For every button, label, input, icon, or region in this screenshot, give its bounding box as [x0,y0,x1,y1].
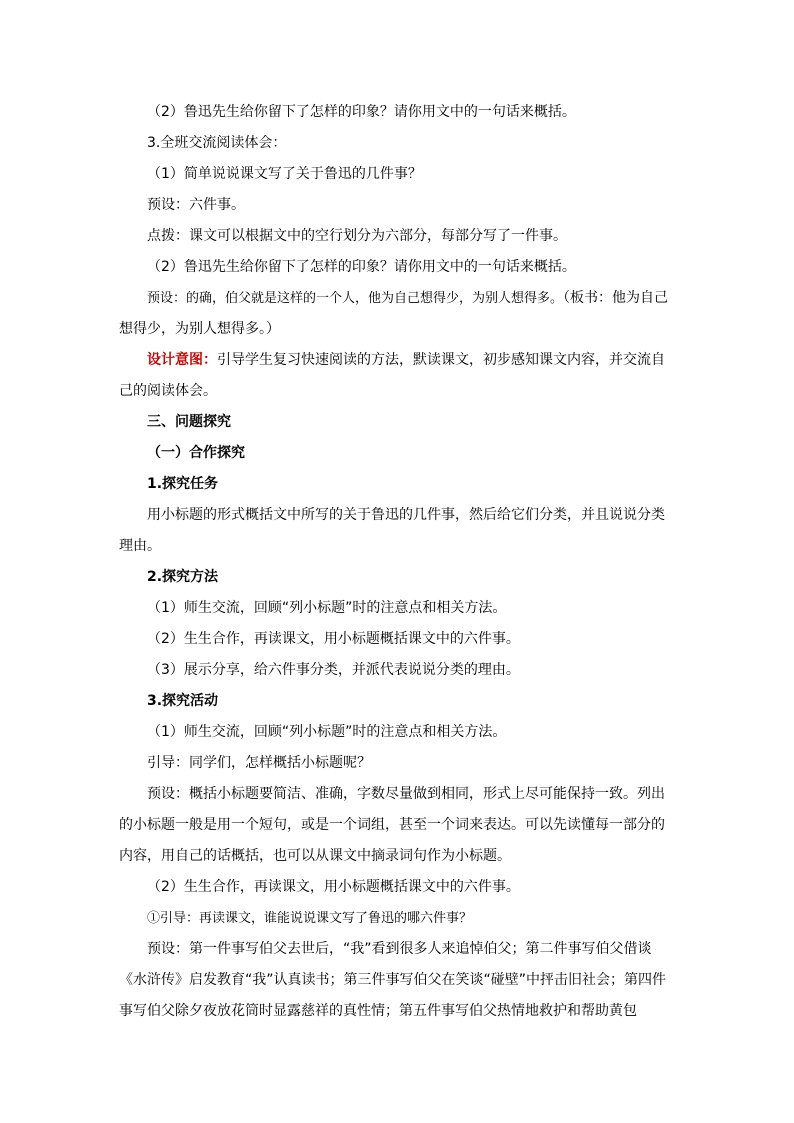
preset-answer-text: 预设：的确，伯父就是这样的一个人，他为自己想得少，为别人想得多。 [147,291,564,306]
paragraph-preset: 预设：六件事。 [147,197,245,213]
subsection-heading: （一）合作探究 [147,445,245,461]
heading-task: 1.探究任务 [147,476,219,492]
paragraph-method-1: （1）师生交流，回顾“列小标题”时的注意点和相关方法。 [147,600,507,616]
paragraph-guide: 引导：同学们，怎样概括小标题呢？ [147,755,371,771]
paragraph-preset-answer [119,283,671,345]
paragraph-question-2-repeat: （2）鲁迅先生给你留下了怎样的印象？请你用文中的一句话来概括。 [147,259,576,275]
paragraph-question-2: （2）鲁迅先生给你留下了怎样的印象？请你用文中的一句话来概括。 [147,104,576,120]
blackboard-note: （板书：他为自己想得少，为别人想得多。） [119,290,669,337]
paragraph-step-3: 3.全班交流阅读体会： [147,135,287,151]
design-intent-text: 引导学生复习快速阅读的方法，默读课文，初步感知课文内容，并交流自己的阅读体会。 [119,352,665,399]
paragraph-preset-titles: 预设：概括小标题要简洁、准确，字数尽量做到相同，形式上尽可能保持一致。列出的小标题一般是用一个短句，或是一个词组，甚至一个词来表达。可以先读懂每一部分的内容，用自己的话概括，也可以从课文中摘录词句作为小标题。 [119,786,665,864]
paragraph-activity-2: （2）生生合作，再读课文，用小标题概括课文中的六件事。 [147,879,520,895]
document-body [119,97,671,1027]
paragraph-preset-six-things: 预设：第一件事写伯父去世后，“我”看到很多人来追悼伯父；第二件事写伯父借谈《水浒传》启发教育“我”认真读书；第三件事写伯父在笑谈“碰壁”中抨击旧社会；第四件事写伯父除夕夜放花筒时显露慈祥的真性情；第五件事写伯父热情地救护和帮助黄包 [119,941,667,1019]
paragraph-question-1: （1）简单说说课文写了关于鲁迅的几件事？ [147,166,422,182]
paragraph-task: 用小标题的形式概括文中所写的关于鲁迅的几件事，然后给它们分类，并且说说分类理由。 [119,507,665,554]
section-heading: 三、问题探究 [147,414,231,430]
paragraph-guide-six-things: ①引导：再读课文，谁能说说课文写了鲁迅的哪六件事？ [147,911,473,926]
paragraph-design-intent [119,345,671,407]
heading-method: 2.探究方法 [147,569,219,585]
paragraph-method-3: （3）展示分享，给六件事分类，并派代表说说分类的理由。 [147,662,520,678]
paragraph-method-2: （2）生生合作，再读课文，用小标题概括课文中的六件事。 [147,631,520,647]
paragraph-hint: 点拨：课文可以根据文中的空行划分为六部分，每部分写了一件事。 [147,228,567,244]
paragraph-activity-1: （1）师生交流，回顾“列小标题”时的注意点和相关方法。 [147,724,507,740]
design-intent-label: 设计意图： [147,352,217,368]
heading-activity: 3.探究活动 [147,693,219,709]
